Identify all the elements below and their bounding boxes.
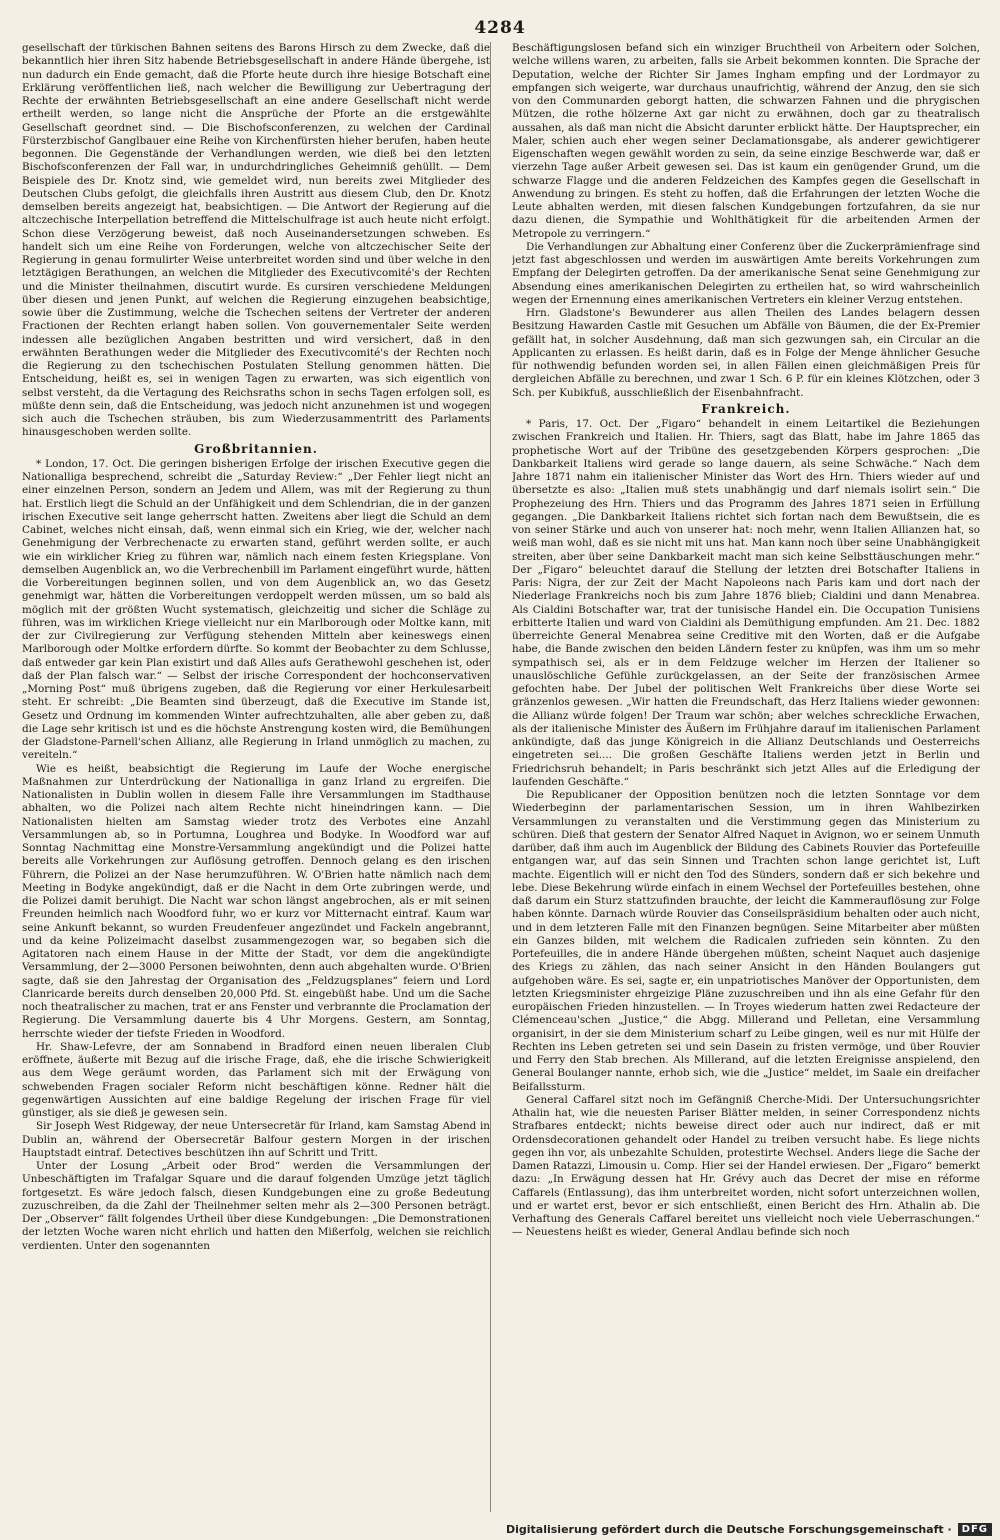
paragraph: Unter der Losung „Arbeit oder Brod“ werden die Versammlungen der Unbeschäftigten im Trafalgar Square und die darauf folgenden Umzüge jetzt täglich fortgesetzt. Es wäre jedoch falsch, diesen Kundgebungen eine zu große Bedeutung zuzuschreiben, da die Zahl der Theilnehmer selten mehr als 2—300 Personen beträgt. Der „Observer“ fällt folgendes Urtheil über diese Kundgebungen: „Die Demonstrationen der letzten Woche waren nicht ehrlich und hatten den Mißerfolg, welchen sie reichlich verdienten. Unter den sogenannten bbox=[22, 1160, 490, 1252]
section-heading-frankreich: Frankreich. bbox=[701, 401, 791, 416]
paragraph: Die Verhandlungen zur Abhaltung einer Conferenz über die Zuckerprämienfrage sind jetzt fast abgeschlossen und werden im auswärtigen Amte bereits Vorkehrungen zum Empfang der Delegirten getroffen. Da der amerikanische Senat seine Genehmigung zur Absendung eines amerikanischen Delegirten zu ertheilen hat, so wird wahrscheinlich wegen der Ernennung eines amerikanischen Vertreters ein kleiner Verzug entstehen. bbox=[512, 240, 980, 306]
column-divider bbox=[490, 42, 491, 1512]
digitization-footer bbox=[506, 1523, 992, 1536]
paragraph: Beschäftigungslosen befand sich ein winziger Bruchtheil von Arbeitern oder Solchen, welche willens waren, zu arbeiten, falls sie Arbeit bekommen konnten. Die Sprache der Deputation, welche der Richter Sir James Ingham empfing und der Lordmayor zu empfangen sich weigerte, war durchaus unaufrichtig, während der Anzug, den sie sich von den Communarden geborgt hatten, die schwarzen Fahnen und die phrygischen Mützen, die rothe hölzerne Axt gar nicht zu erwähnen, doch gar zu theatralisch aussahen, als daß man nicht die Absicht darunter erblickt hätte. Der Hauptsprecher, ein Maler, schien auch eher wegen seiner Declamationsgabe, als anderer gewichtigerer Eigenschaften wegen gewählt worden zu sein, da seine einzige Beschwerde war, daß er vierzehn Tage außer Arbeit gewesen sei. Das ist kaum ein genügender Grund, um die schwarze Flagge und die anderen Feldzeichen des Kampfes gegen die Gesellschaft in Anwendung zu bringen. Es steht zu hoffen, daß die Erfahrungen der letzten Woche die Leute abhalten werden, mit diesen falschen Kundgebungen fortzufahren, da sie nur dazu dienen, die Sympathie und Wohlthätigkeit für die arbeitenden Armen der Metropole zu verringern.“ bbox=[512, 42, 980, 240]
paragraph: Hr. Shaw-Lefevre, der am Sonnabend in Bradford einen neuen liberalen Club eröffnete, äußerte mit Bezug auf die irische Frage, daß, ehe die irische Schwierigkeit aus dem Wege geräumt worden, das Parlament sich mit der Erwägung von schwebenden Fragen socialer Reform nicht beschäftigen könne. Redner hält die gegenwärtigen Aussichten auf eine baldige Regelung der irischen Frage für viel günstiger, als sie dieß je gewesen sein. bbox=[22, 1040, 490, 1119]
page-number: 4284 bbox=[474, 18, 526, 38]
right-column bbox=[512, 42, 980, 1512]
paragraph: Hrn. Gladstone's Bewunderer aus allen Theilen des Landes belagern dessen Besitzung Hawarden Castle mit Gesuchen um Abfälle von Bäumen, die der Ex-Premier gefällt hat, in solcher Ausdehnung, daß man sich gezwungen sah, ein Circular an die Applicanten zu erlassen. Es heißt darin, daß es in Folge der Menge ähnlicher Gesuche für nothwendig befunden worden sei, in allen Fällen einen gleichmäßigen Preis für dergleichen Abfälle zu berechnen, und zwar 1 Sch. 6 P. für ein kleines Klötzchen, oder 3 Sch. per Kubikfuß, ausschließlich der Eisenbahnfracht. bbox=[512, 307, 980, 399]
paragraph: Sir Joseph West Ridgeway, der neue Untersecretär für Irland, kam Samstag Abend in Dublin an, während der Obersecretär Balfour gestern Morgen in der irischen Hauptstadt eintraf. Detectives beschützen ihn auf Schritt und Tritt. bbox=[22, 1120, 490, 1159]
paragraph: Die Republicaner der Opposition benützen noch die letzten Sonntage vor dem Wiederbeginn der parlamentarischen Session, um in ihren Wahlbezirken Versammlungen zu veranstalten und die Verstimmung gegen das Ministerium zu schüren. Dieß that gestern der Senator Alfred Naquet in Avignon, wo er seinem Unmuth darüber, daß ihm auch im Augenblick der Bildung des Cabinets Rouvier das Portefeuille entgangen war, auf das sein Sinnen und Trachten schon lange gerichtet ist, Luft machte. Eigentlich will er nicht den Tod des Sünders, sondern daß er sich bekehre und lebe. Diese Bekehrung würde einfach in einem Wechsel der Portefeuilles bestehen, ohne daß darum ein Sturz stattzufinden brauchte, der leicht die Kammerauflösung zur Folge haben könnte. Darnach würde Rouvier das Conseilspräsidium behalten oder auch nicht, und in dem letzteren Falle mit den Finanzen begnügen. Seine Mitarbeiter aber müßten ein Ganzes bilden, mit welchem die Radicalen zufrieden sein könnten. Zu den Portefeuilles, die in andere Hände übergehen müßten, scheint Naquet auch dasjenige des Kriegs zu zählen, das nach seiner Ansicht in den Händen Boulangers gut aufgehoben wäre. Es sei, sagte er, ein unpatriotisches Manöver der Opportunisten, dem letzten Kriegsminister ehrgeizige Pläne zuzuschreiben und ihn als eine Gefahr für den europäischen Frieden hinzustellen. — In Troyes wiederum hatten zwei Redacteure der Clémenceau'schen „Justice,“ die Abgg. Millerand und Pelletan, eine Versammlung organisirt, in der sie dem Ministerium scharf zu Leibe gingen, weil es nur mit Hülfe der Rechten ins Leben getreten sei und sein Dasein zu fristen vermöge, und über Rouvier und Ferry den Stab brechen. Als Millerand, auf die letzten Ereignisse anspielend, den General Boulanger nannte, erhob sich, wie die „Justice“ meldet, im Saale ein dreifacher Beifallssturm. bbox=[512, 789, 980, 1093]
paragraph: gesellschaft der türkischen Bahnen seitens des Barons Hirsch zu dem Zwecke, daß die bekanntlich hier ihren Sitz habende Betriebsgesellschaft in andere Hände übergehe, ist nun dadurch ein Ende gemacht, daß die Pforte heute durch ihre hiesige Botschaft eine Erklärung veröffentlichen ließ, nach welcher die Bewilligung zur Uebertragung der Rechte der erwähnten Betriebsgesellschaft an eine andere Gesellschaft nicht werde ertheilt werden, so lange nicht die Ansprüche der Pforte an die erstgewählte Gesellschaft geordnet sind. — Die Bischofsconferenzen, zu welchen der Cardinal Fürsterzbischof Ganglbauer eine Reihe von Kirchenfürsten hieher berufen, haben heute begonnen. Die Gegenstände der Verhandlungen werden, wie dieß bei den letzten Bischofsconferenzen der Fall war, in undurchdringliches Geheimniß gehüllt. — Dem Beispiele des Dr. Knotz sind, wie gemeldet wird, nun bereits zwei Mitglieder des Deutschen Clubs gefolgt, die gleichfalls ihren Austritt aus diesem Club, den Dr. Knotz demselben bereits angezeigt hat, beabsichtigen. — Die Antwort der Regierung auf die altczechische Interpellation betreffend die Mittelschulfrage ist auch heute nicht erfolgt. Schon diese Verzögerung beweist, daß noch Auseinandersetzungen schweben. Es handelt sich um eine Reihe von Forderungen, welche von altczechischer Seite der Regierung in genau formulirter Weise unterbreitet worden sind und über welche in den letztägigen Berathungen, an welchen die Mitglieder des Executivcomité's der Rechten und die Minister theilnahmen, discutirt wurde. Es cursiren verschiedene Meldungen über diesen und jenen Punkt, auf welchen die Regierung einzugehen beabsichtige, sowie über die Zustimmung, welche die Tschechen seitens der Vertreter der anderen Fractionen der Rechten erlangt haben sollen. Von gouvernementaler Seite werden indessen alle bezüglichen Angaben bestritten und wird versichert, daß in den erwähnten Berathungen weder die Mitglieder des Executivcomité's der Rechten noch die Regierung zu den tschechischen Postulaten Stellung genommen hätten. Die Entscheidung, heißt es, sei in wenigen Tagen zu erwarten, was sich eigentlich von selbst versteht, da die Vertagung des Reichsraths schon in sechs Tagen erfolgen soll, es müßte denn sein, daß die Entscheidung, was jedoch nicht anzunehmen ist und wogegen sich auch die Tschechen sträuben, bis zum Wiederzusammentritt des Parlaments hinausgeschoben werden sollte. bbox=[22, 42, 490, 439]
paragraph: * Paris, 17. Oct. Der „Figaro“ behandelt in einem Leitartikel die Beziehungen zwischen Frankreich und Italien. Hr. Thiers, sagt das Blatt, habe im Jahre 1865 das prophetische Wort auf der Tribüne des gesetzgebenden Körpers gesprochen: „Die Dankbarkeit Italiens wird gerade so lange dauern, als seine Schwäche.“ Nach dem Jahre 1871 nahm ein italienischer Minister das Wort des Hrn. Thiers wieder auf und übersetzte es also: „Italien muß stets unabhängig und darf niemals isolirt sein.“ Die Prophezeiung des Hrn. Thiers und das Programm des Jahres 1871 seien in Erfüllung gegangen. „Die Dankbarkeit Italiens richtet sich fortan nach dem Bewußtsein, die es von seiner Stärke und auch von unserer hat: noch mehr, wenn Italien Allianzen hat, so weiß man wohl, daß es sie nicht mit uns hat. Man kann noch über seine Unabhängigkeit streiten, aber über seine Dankbarkeit macht man sich keine Selbsttäuschungen mehr.“ Der „Figaro“ beleuchtet darauf die Stellung der letzten drei Botschafter Italiens in Paris: Nigra, der zur Zeit der Macht Napoleons nach Paris kam und dort nach der Niederlage Frankreichs noch bis zum Jahre 1876 blieb; Cialdini und dann Menabrea. Als Cialdini Botschafter war, trat der tunisische Handel ein. Die Occupation Tunisiens erbitterte Italien und ward von Cialdini als Demüthigung empfunden. Am 21. Dec. 1882 überreichte General Menabrea seine Creditive mit den Worten, daß er die Aufgabe habe, die Bande zwischen den beiden Ländern fester zu knüpfen, was ihm um so mehr sympathisch sei, als er in dem Feldzuge welcher im Herzen der Italiener so unauslöschliche Gefühle zurückgelassen, an der Seite der französischen Armee gefochten habe. Der Jubel der politischen Welt Frankreichs über diese Worte sei gränzenlos gewesen. „Wir hatten die Freundschaft, das Herz Italiens wieder gewonnen: die Allianz würde folgen! Der Traum war schön; aber welches schreckliche Erwachen, als der italienische Minister des Äußern im Frühjahre darauf im italienischen Parlament ankündigte, daß das junge Königreich in die Allianz Deutschlands und Oesterreichs eingetreten sei.... Die großen Geschäfte Italiens werden jetzt in Berlin und Friedrichsruh behandelt; in Paris beschränkt sich jetzt Alles auf die Erledigung der laufenden Geschäfte.“ bbox=[512, 418, 980, 788]
left-column bbox=[22, 42, 490, 1512]
paragraph: * London, 17. Oct. Die geringen bisherigen Erfolge der irischen Executive gegen die Nationalliga besprechend, schreibt die „Saturday Review:“ „Der Fehler liegt nicht an einer einzelnen Person, sondern an Jedem und Allem, was mit der Regierung zu thun hat. Erstlich liegt die Schuld an der Unfähigkeit und dem Schlendrian, die in der ganzen irischen Executive seit lange geherrscht hatten. Zweitens aber liegt die Schuld an dem Cabinet, welches nicht einsah, daß, wenn einmal sich ein Krieg, wie der, welcher nach Genehmigung der Verbrechenacte zu erwarten stand, geführt werden sollte, er auch wie ein wirklicher Krieg zu führen war, nämlich nach einem festen Kriegsplane. Von demselben Augenblick an, wo die Verbrechenbill im Parlament eingeführt wurde, hätten die Vorbereitungen beginnen sollen, und von dem Augenblick an, wo das Gesetz genehmigt war, hätten die Vorbereitungen verdoppelt werden müssen, um so bald als möglich mit der größten Wucht systematisch, gleichzeitig und sicher die Schläge zu führen, was im wirklichen Kriege vielleicht nur ein Marlborough oder Moltke kann, mit der zur Civilregierung zur Verfügung stehenden Mitteln aber keineswegs einen Marlborough oder Moltke erfordern dürfte. So kommt der Beobachter zu dem Schlusse, daß entweder gar kein Plan existirt und daß Alles aufs Gerathewohl geschehen ist, oder daß der Plan falsch war.“ — Selbst der irische Correspondent der hochconservativen „Morning Post“ muß übrigens zugeben, daß die Regierung vor einer Herkulesarbeit steht. Er schreibt: „Die Beamten sind überzeugt, daß die Executive im Stande ist, Gesetz und Ordnung im kommenden Winter aufrechtzuhalten, alle aber geben zu, daß die Lage sehr kritisch ist und es die höchste Anstrengung kosten wird, die Bemühungen der Gladstone-Parnell'schen Allianz, alle Regierung in Irland unmöglich zu machen, zu vereiteln.“ bbox=[22, 457, 490, 762]
paragraph: General Caffarel sitzt noch im Gefängniß Cherche-Midi. Der Untersuchungsrichter Athalin hat, wie die neuesten Pariser Blätter melden, in seiner Correspondenz nichts Strafbares entdeckt; nichts beweise direct oder auch nur indirect, daß er mit Ordensdecorationen gehandelt oder Handel zu treiben versucht habe. Es liege nichts gegen ihn vor, als unbezahlte Schulden, protestirte Wechsel. Anders liege die Sache der Damen Ratazzi, Limousin u. Comp. Hier sei der Handel erwiesen. Der „Figaro“ bemerkt dazu: „In Erwägung dessen hat Hr. Grévy auch das Decret der mise en réforme Caffarels (Entlassung), das ihm unterbreitet worden, nicht sofort unterzeichnen wollen, und er wartet erst, bevor er sich entschließt, einen Bericht des Hrn. Athalin ab. Die Verhaftung des Generals Caffarel bereitet uns vielleicht noch viele Ueberraschungen.“ — Neuestens heißt es wieder, General Andlau befinde sich noch bbox=[512, 1093, 980, 1239]
dfg-logo-icon: DFG bbox=[958, 1523, 992, 1536]
section-heading-grossbritannien: Großbritannien. bbox=[194, 441, 318, 456]
article-columns bbox=[22, 42, 980, 1512]
paragraph: Wie es heißt, beabsichtigt die Regierung im Laufe der Woche energische Maßnahmen zur Unterdrückung der Nationalliga in ganz Irland zu ergreifen. Die Nationalisten in Dublin wollen in diesem Falle ihre Versammlungen im Stadthause abhalten, wo die Polizei nach altem Rechte nicht hineindringen kann. — Die Nationalisten hielten am Samstag wieder trotz des Verbotes eine Anzahl Versammlungen ab, so in Portumna, Loughrea und Bodyke. In Woodford war auf Sonntag Nachmittag eine Monstre-Versammlung angekündigt und die Polizei hatte bereits alle Vorkehrungen zur Auflösung getroffen. Dennoch gelang es den irischen Führern, die Polizei an der Nase herumzuführen. W. O'Brien hatte nämlich nach dem Meeting in Bodyke angekündigt, daß er die Nacht in dem Orte zubringen werde, und die Polizei damit beruhigt. Die Nacht war schon längst angebrochen, als er mit seinen Freunden heimlich nach Woodford fuhr, wo er kurz vor Mitternacht eintraf. Kaum war seine Ankunft bekannt, so wurden Freudenfeuer angezündet und Fackeln angebrannt, und da keine Polizeimacht daselbst zusammengezogen war, so begaben sich die Agitatoren nach einem Hause in der Mitte der Stadt, vor dem die angekündigte Versammlung, der 2—3000 Personen beiwohnten, denn auch abgehalten wurde. O'Brien sagte, daß sie den Jahrestag der Organisation des „Feldzugsplanes“ feiern und Lord Clanricarde bereits durch denselben 20,000 Pfd. St. eingebüßt habe. Und um die Sache noch theatralischer zu machen, trat er ans Fenster und verbrannte die Proclamation der Regierung. Die Versammlung dauerte bis 4 Uhr Morgens. Gestern, am Sonntag, herrschte wieder der tiefste Frieden in Woodford. bbox=[22, 762, 490, 1040]
footer-text: Digitalisierung gefördert durch die Deutsche Forschungsgemeinschaft · bbox=[505, 1523, 952, 1536]
